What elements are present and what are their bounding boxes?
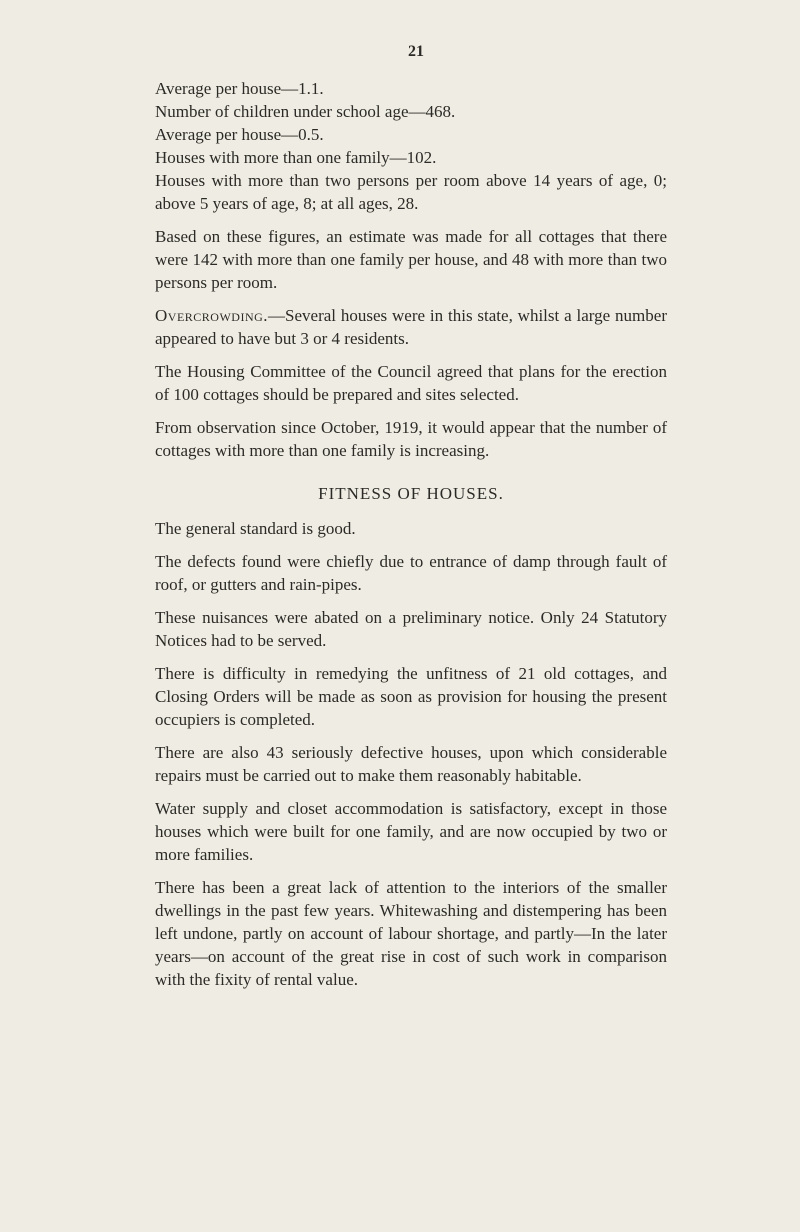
stat-average-per-house-1: Average per house—1.1. xyxy=(155,79,324,98)
stat-average-per-house-2: Average per house—0.5. xyxy=(155,125,324,144)
paragraph-unfitness: There is difficulty in remedying the unfitness of 21 old cottages, and Closing Orders will be made as soon as provision for housing the present occupiers is completed. xyxy=(155,664,667,729)
stat-children-under-school-age: Number of children under school age—468. xyxy=(155,102,456,121)
paragraph-defective-houses: There are also 43 seriously defective houses, upon which considerable repairs must be carried out to make them reasonably habitable. xyxy=(155,743,667,785)
paragraph-observation: From observation since October, 1919, it would appear that the number of cottages with more than one family is increasing. xyxy=(155,418,667,460)
paragraph-general-standard: The general standard is good. xyxy=(155,519,356,538)
paragraph-overcrowding xyxy=(155,304,667,350)
stat-houses-more-than-two-persons: Houses with more than two persons per room above 14 years of age, 0; above 5 years of age, 8; at all ages, 28. xyxy=(155,171,667,213)
statistics-block xyxy=(155,77,667,215)
document-page xyxy=(155,40,667,1001)
paragraph-defects: The defects found were chiefly due to entrance of damp through fault of roof, or gutters and rain-pipes. xyxy=(155,552,667,594)
overcrowding-label: Overcrowding. xyxy=(155,306,269,325)
stat-houses-more-than-one-family: Houses with more than one family—102. xyxy=(155,148,437,167)
paragraph-housing-committee: The Housing Committee of the Council agreed that plans for the erection of 100 cottages should be prepared and sites selected. xyxy=(155,362,667,404)
paragraph-interiors: There has been a great lack of attention to the interiors of the smaller dwellings in the past few years. Whitewashing and distempering has been left undone, partly on account of labour shortage, and partly—In the later years—on account of the great rise in cost of such work in comparison with the fixity of rental value. xyxy=(155,878,667,989)
section-heading-fitness: FITNESS OF HOUSES. xyxy=(318,484,504,503)
page-number: 21 xyxy=(408,43,424,60)
paragraph-water-supply: Water supply and closet accommodation is satisfactory, except in those houses which were built for one family, and are now occupied by two or more families. xyxy=(155,799,667,864)
paragraph-nuisances: These nuisances were abated on a preliminary notice. Only 24 Statutory Notices had to be served. xyxy=(155,608,667,650)
overcrowding-text: —Several houses were in this state, whilst a large number appeared to have but 3 or 4 residents. xyxy=(155,306,667,348)
paragraph-estimate: Based on these figures, an estimate was made for all cottages that there were 142 with more than one family per house, and 48 with more than two persons per room. xyxy=(155,227,667,292)
